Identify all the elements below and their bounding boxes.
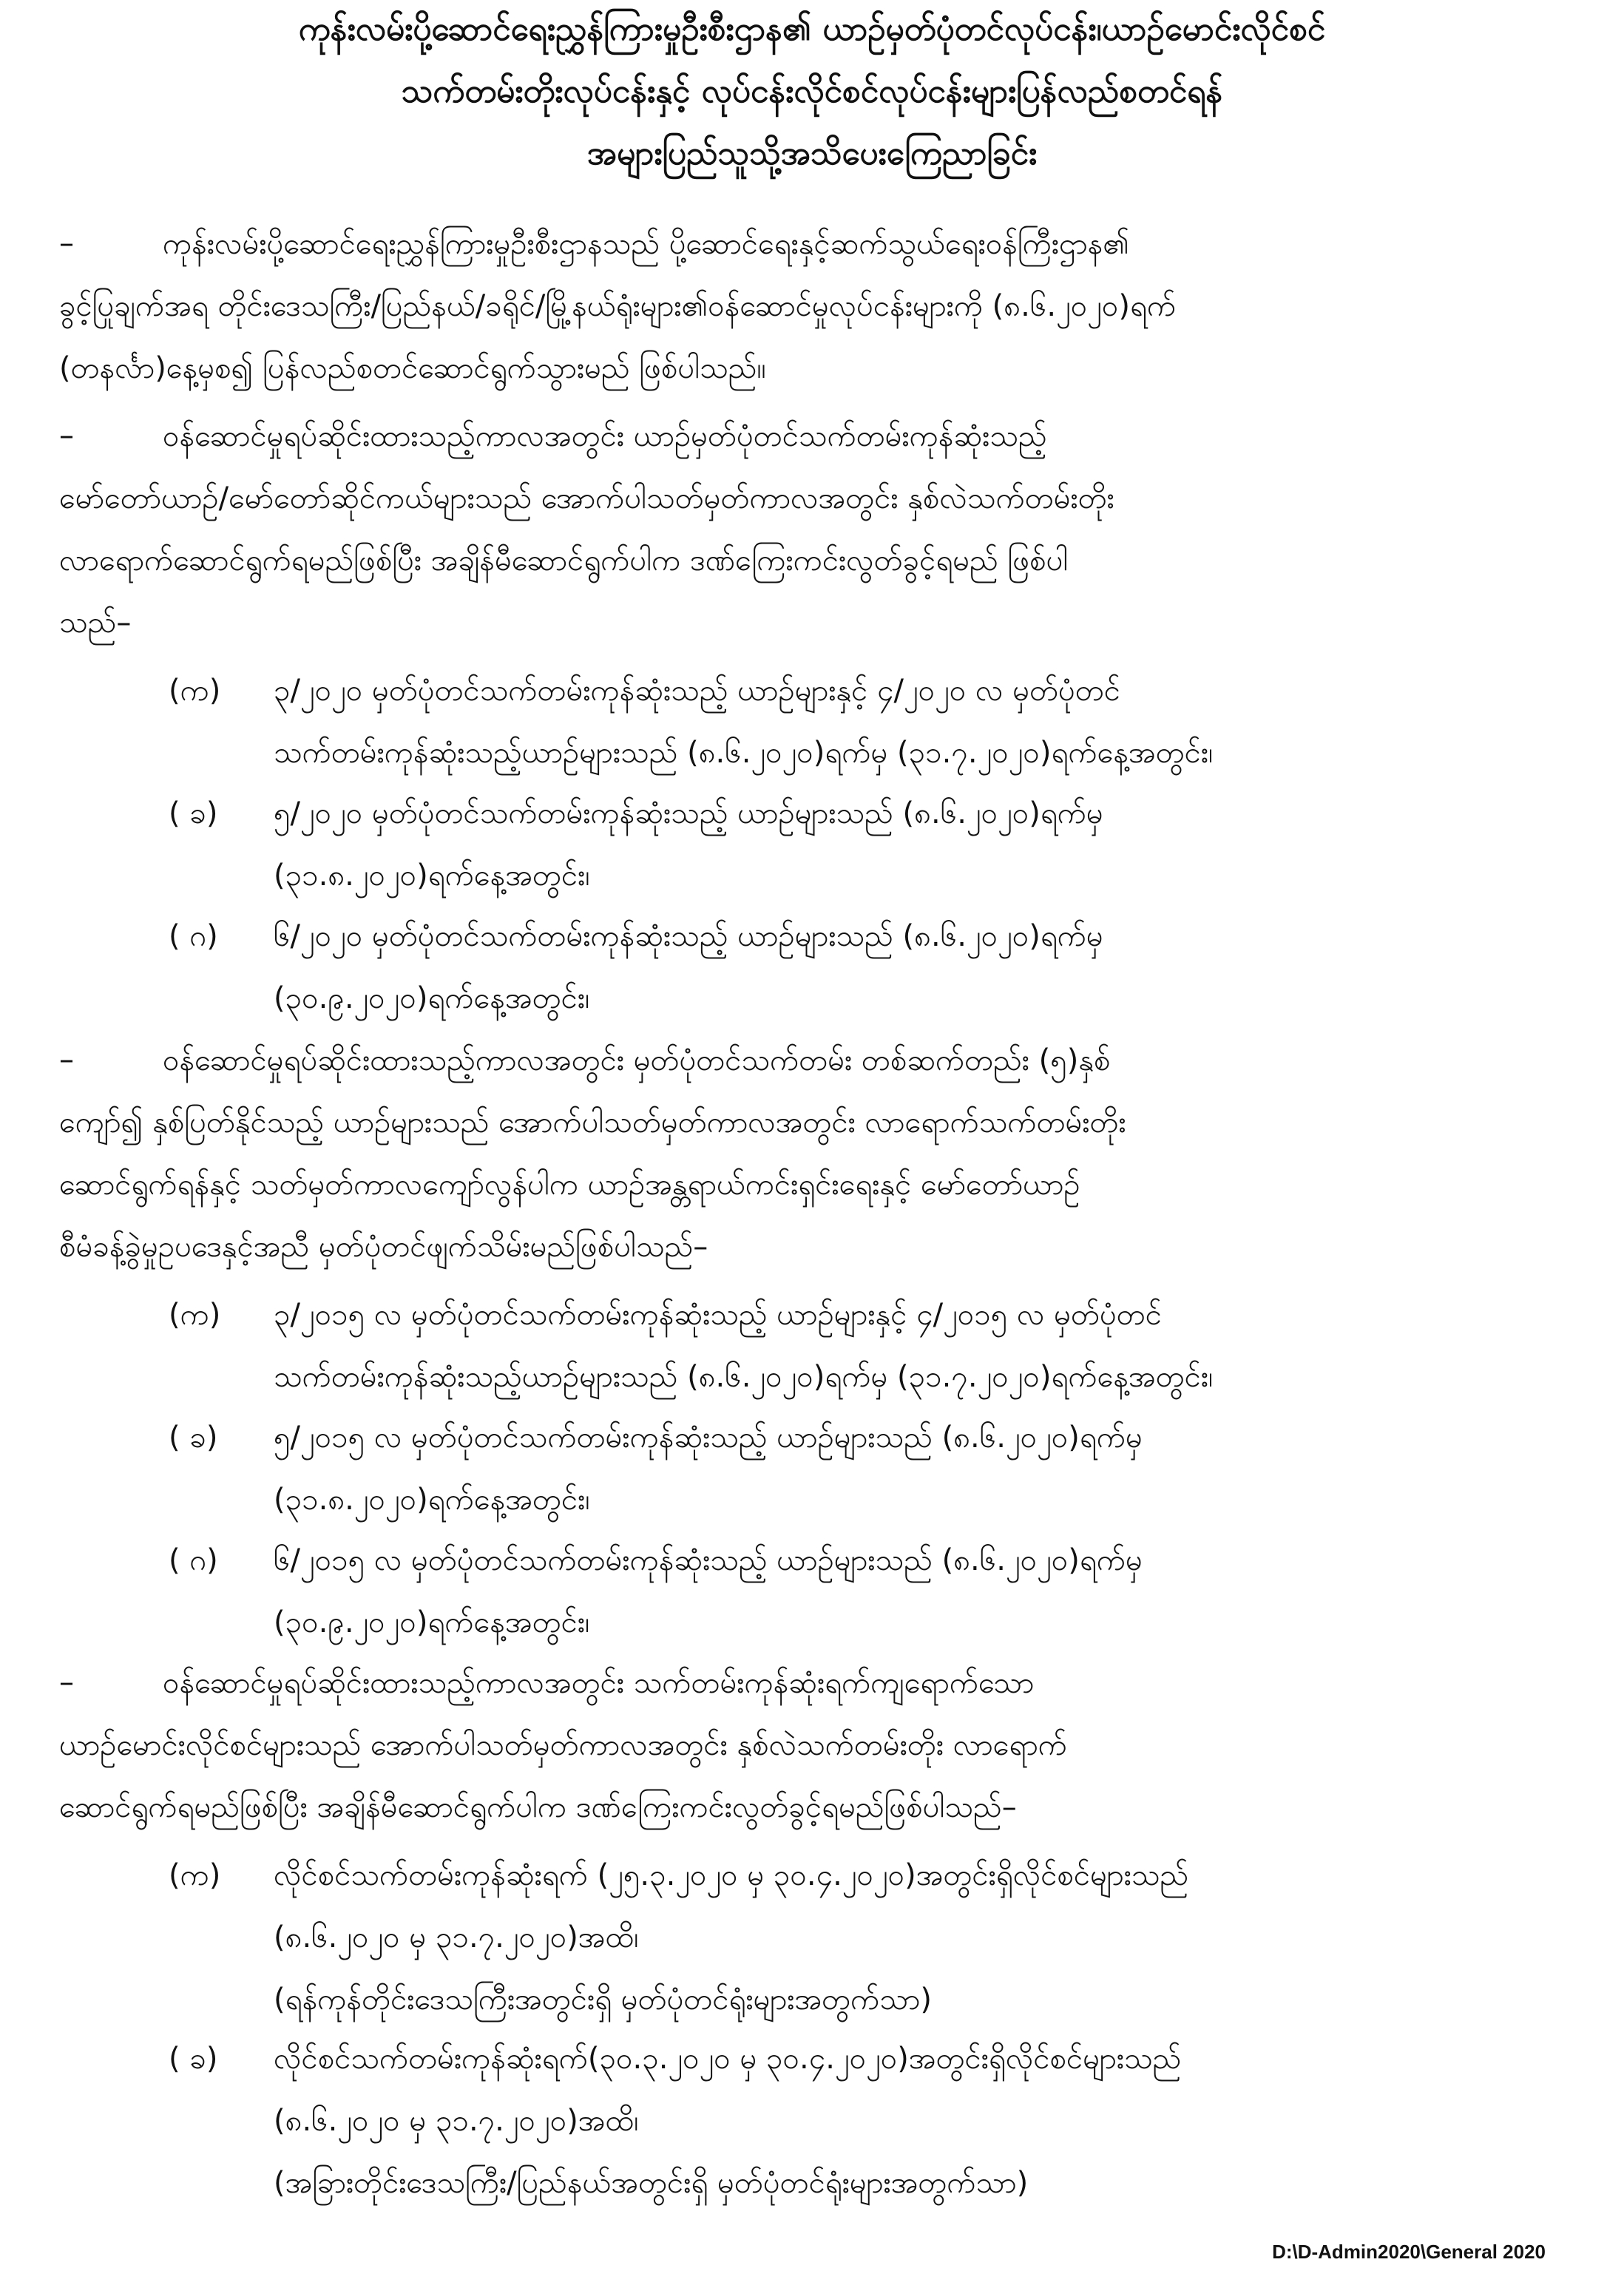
paragraph-line: ဝန်ဆောင်မှုရပ်ဆိုင်းထားသည့်ကာလအတွင်း မှတ်ပုံတင်သက်တမ်း တစ်ဆက်တည်း (၅)နှစ် [163, 1043, 1111, 1077]
item-line: ၃/၂၀၁၅ လ မှတ်ပုံတင်သက်တမ်းကုန်ဆုံးသည့် ယာဉ်များနှင့် ၄/၂၀၁၅ လ မှတ်ပုံတင် [274, 1298, 1162, 1332]
item-line: ၃/၂၀၂၀ မှတ်ပုံတင်သက်တမ်းကုန်ဆုံးသည့် ယာဉ်များနှင့် ၄/၂၀၂၀ လ မှတ်ပုံတင် [274, 674, 1120, 708]
item-note: (အခြားတိုင်းဒေသကြီး/ပြည်နယ်အတွင်းရှိ မှတ်ပုံတင်ရုံးများအတွက်သာ) [274, 2166, 1029, 2200]
item-line: ၆/၂၀၂၀ မှတ်ပုံတင်သက်တမ်းကုန်ဆုံးသည့် ယာဉ်များသည် (၈.၆.၂၀၂၀)ရက်မှ [274, 919, 1103, 953]
paragraph-line: ကုန်းလမ်းပို့ဆောင်ရေးညွှန်ကြားမှုဦးစီးဌာနသည် ပို့ဆောင်ရေးနှင့်ဆက်သွယ်ရေးဝန်ကြီးဌာန၏ [163, 227, 1129, 261]
item-marker: ( ခ) [169, 2042, 218, 2076]
paragraph-line: ခွင့်ပြုချက်အရ တိုင်းဒေသကြီး/ပြည်နယ်/ခရိုင်/မြို့နယ်ရုံးများ၏ဝန်ဆောင်မှုလုပ်ငန်းများကို (၈.၆.၂၀၂၀)ရက် [59, 289, 1177, 323]
bullet-dash: – [59, 419, 74, 453]
item-marker: (က) [169, 1298, 221, 1332]
item-line: (၃၁.၈.၂၀၂၀)ရက်နေ့အတွင်း၊ [274, 859, 590, 893]
item-line: သက်တမ်းကုန်ဆုံးသည့်ယာဉ်များသည် (၈.၆.၂၀၂၀)ရက်မှ (၃၁.၇.၂၀၂၀)ရက်နေ့အတွင်း၊ [274, 1360, 1214, 1394]
paragraph-line: ကျော်၍ နှစ်ပြတ်နိုင်သည့် ယာဉ်များသည် အောက်ပါသတ်မှတ်ကာလအတွင်း လာရောက်သက်တမ်းတိုး [59, 1106, 1126, 1140]
item-line: ၅/၂၀၂၀ မှတ်ပုံတင်သက်တမ်းကုန်ဆုံးသည့် ယာဉ်များသည် (၈.၆.၂၀၂၀)ရက်မှ [274, 796, 1103, 830]
bullet-dash: – [59, 226, 74, 260]
paragraph-line: ဆောင်ရွက်ရမည်ဖြစ်ပြီး အချိန်မီဆောင်ရွက်ပါက ဒဏ်ကြေးကင်းလွတ်ခွင့်ရမည်ဖြစ်ပါသည်– [59, 1790, 1017, 1824]
paragraph-line: ဝန်ဆောင်မှုရပ်ဆိုင်းထားသည့်ကာလအတွင်း သက်တမ်းကုန်ဆုံးရက်ကျရောက်သော [163, 1666, 1035, 1700]
paragraph-line: သည်– [59, 606, 132, 640]
paragraph-line: လာရောက်ဆောင်ရွက်ရမည်ဖြစ်ပြီး အချိန်မီဆောင်ရွက်ပါက ဒဏ်ကြေးကင်းလွတ်ခွင့်ရမည် ဖြစ်ပါ [59, 544, 1069, 578]
item-line: လိုင်စင်သက်တမ်းကုန်ဆုံးရက် (၂၅.၃.၂၀၂၀ မှ ၃၀.၄.၂၀၂၀)အတွင်းရှိလိုင်စင်များသည် [274, 1858, 1189, 1892]
item-marker: ( ဂ) [169, 919, 218, 953]
item-marker: ( ခ) [169, 796, 218, 830]
item-line: လိုင်စင်သက်တမ်းကုန်ဆုံးရက်(၃၀.၃.၂၀၂၀ မှ ၃၀.၄.၂၀၂၀)အတွင်းရှိလိုင်စင်များသည် [274, 2042, 1182, 2076]
paragraph-line: မော်တော်ယာဉ်/မော်တော်ဆိုင်ကယ်များသည် အောက်ပါသတ်မှတ်ကာလအတွင်း နှစ်လဲသက်တမ်းတိုး [59, 481, 1114, 515]
item-line: (၈.၆.၂၀၂၀ မှ ၃၁.၇.၂၀၂၀)အထိ၊ [274, 2104, 639, 2138]
title-line-3: အများပြည်သူသို့အသိပေးကြေညာခြင်း [586, 135, 1038, 172]
item-line: ၅/၂၀၁၅ လ မှတ်ပုံတင်သက်တမ်းကုန်ဆုံးသည့် ယာဉ်များသည် (၈.၆.၂၀၂၀)ရက်မှ [274, 1421, 1143, 1455]
item-line: ၆/၂၀၁၅ လ မှတ်ပုံတင်သက်တမ်းကုန်ဆုံးသည့် ယာဉ်များသည် (၈.၆.၂၀၂၀)ရက်မှ [274, 1543, 1143, 1577]
item-marker: (က) [169, 674, 221, 708]
item-marker: ( ခ) [169, 1421, 218, 1455]
paragraph-line: (တနင်္လာ)နေ့မှစ၍ ပြန်လည်စတင်ဆောင်ရွက်သွားမည် ဖြစ်ပါသည်။ [59, 351, 766, 385]
item-line: (၃၀.၉.၂၀၂၀)ရက်နေ့အတွင်း၊ [274, 981, 590, 1015]
item-note: (ရန်ကုန်တိုင်းဒေသကြီးအတွင်းရှိ မှတ်ပုံတင်ရုံးများအတွက်သာ) [274, 1983, 932, 2017]
paragraph-line: ယာဉ်မောင်းလိုင်စင်များသည် အောက်ပါသတ်မှတ်ကာလအတွင်း နှစ်လဲသက်တမ်းတိုး လာရောက် [59, 1728, 1067, 1762]
item-marker: (က) [169, 1858, 221, 1892]
title-line-2: သက်တမ်းတိုးလုပ်ငန်းနှင့် လုပ်ငန်းလိုင်စင်လုပ်ငန်းများပြန်လည်စတင်ရန် [401, 72, 1223, 110]
item-line: (၃၁.၈.၂၀၂၀)ရက်နေ့အတွင်း၊ [274, 1483, 590, 1517]
title-line-1: ကုန်းလမ်းပို့ဆောင်ရေးညွှန်ကြားမှုဦးစီးဌာန၏ ယာဉ်မှတ်ပုံတင်လုပ်ငန်း၊ယာဉ်မောင်းလိုင်စင် [298, 10, 1326, 48]
file-path-footer: D:\D-Admin2020\General 2020 [1272, 2241, 1546, 2263]
paragraph-line: စီမံခန့်ခွဲမှုဥပဒေနှင့်အညီ မှတ်ပုံတင်ဖျက်သိမ်းမည်ဖြစ်ပါသည်– [59, 1230, 708, 1264]
bullet-dash: – [59, 1043, 74, 1077]
paragraph-line: ဝန်ဆောင်မှုရပ်ဆိုင်းထားသည့်ကာလအတွင်း ယာဉ်မှတ်ပုံတင်သက်တမ်းကုန်ဆုံးသည့် [163, 419, 1047, 453]
item-line: (၈.၆.၂၀၂၀ မှ ၃၁.၇.၂၀၂၀)အထိ၊ [274, 1920, 639, 1954]
paragraph-line: ဆောင်ရွက်ရန်နှင့် သတ်မှတ်ကာလကျော်လွန်ပါက ယာဉ်အန္တရာယ်ကင်းရှင်းရေးနှင့် မော်တော်ယာဉ် [59, 1168, 1080, 1202]
item-marker: ( ဂ) [169, 1543, 218, 1577]
bullet-dash: – [59, 1665, 74, 1699]
item-line: (၃၀.၉.၂၀၂၀)ရက်နေ့အတွင်း၊ [274, 1605, 590, 1639]
item-line: သက်တမ်းကုန်ဆုံးသည့်ယာဉ်များသည် (၈.၆.၂၀၂၀)ရက်မှ (၃၁.၇.၂၀၂၀)ရက်နေ့အတွင်း၊ [274, 736, 1214, 770]
